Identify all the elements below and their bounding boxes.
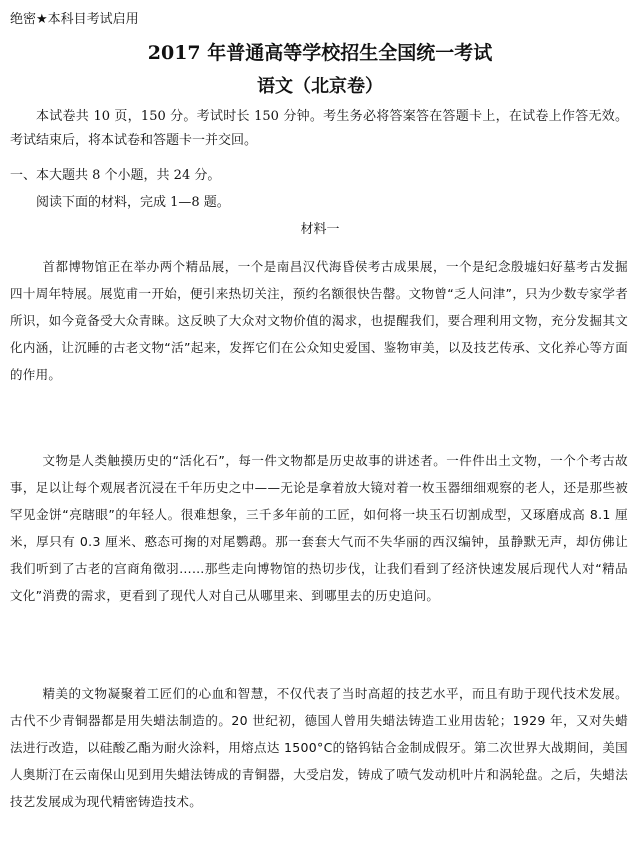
confidential-note: 绝密★本科目考试启用 [10, 12, 139, 27]
exam-subtitle: 语文（北京卷） [257, 76, 383, 97]
section-heading: 一、本大题共 8 个小题，共 24 分。 [10, 168, 221, 183]
exam-instructions: 本试卷共 10 页，150 分。考试时长 150 分钟。考生务必将答案答在答题卡上，在试卷上作答无效。考试结束后，将本试卷和答题卡一并交回。 [10, 109, 628, 148]
exam-title: 2017 年普通高等学校招生全国统一考试 [147, 42, 493, 64]
material-paragraph-1: 首都博物馆正在举办两个精品展，一个是南昌汉代海昏侯考古成果展，一个是纪念殷墟妇好墓考古发掘四十周年特展。展览甫一开始，便引来热切关注，预约名额很快告罄。文物曾“乏人问津”，只为少数专家学者所识，如今竟备受大众青睐。这反映了大众对文物价值的渴求，也提醒我们，要合理利用文物，充分发掘其文化内涵，让沉睡的古老文物“活”起来，发挥它们在公众知史爱国、鉴物审美，以及技艺传承、文化养心等方面的作用。 [10, 259, 628, 382]
reading-instruction: 阅读下面的材料，完成 1—8 题。 [36, 195, 230, 210]
material-title: 材料一 [300, 222, 340, 237]
material-paragraph-2: 文物是人类触摸历史的“活化石”，每一件文物都是历史故事的讲述者。一件件出土文物，一个个考古故事，足以让每个观展者沉浸在千年历史之中——无论是拿着放大镜对着一枚玉器细细观察的老人，还是那些被罕见金饼“亮瞎眼”的年轻人。很难想象，三千多年前的工匠，如何将一块玉石切割成型，又琢磨成高 8.1 厘米，厚只有 0.3 厘米、憨态可掬的对尾鹦鹉。那一套套大气而不失华丽的西汉编钟，虽静默无声，却仿佛让我们听到了古老的宫商角徵羽……那些走向博物馆的热切步伐，让我们看到了经济快速发展后现代人对“精品文化”消费的需求，更看到了现代人对自己从哪里来、到哪里去的历史追问。 [10, 453, 628, 603]
material-paragraph-3: 精美的文物凝聚着工匠们的心血和智慧，不仅代表了当时高超的技艺水平，而且有助于现代技术发展。古代不少青铜器都是用失蜡法制造的。20 世纪初，德国人曾用失蜡法铸造工业用齿轮；1929 年，又对失蜡法进行改造，以硅酸乙酯为耐火涂料，用熔点达 1500°C的铬钨钴合金制成假牙。第二次世界大战期间，美国人奥斯汀在云南保山见到用失蜡法铸成的青铜器，大受启发，铸成了喷气发动机叶片和涡轮盘。之后，失蜡法技艺发展成为现代精密铸造技术。 [10, 686, 628, 809]
